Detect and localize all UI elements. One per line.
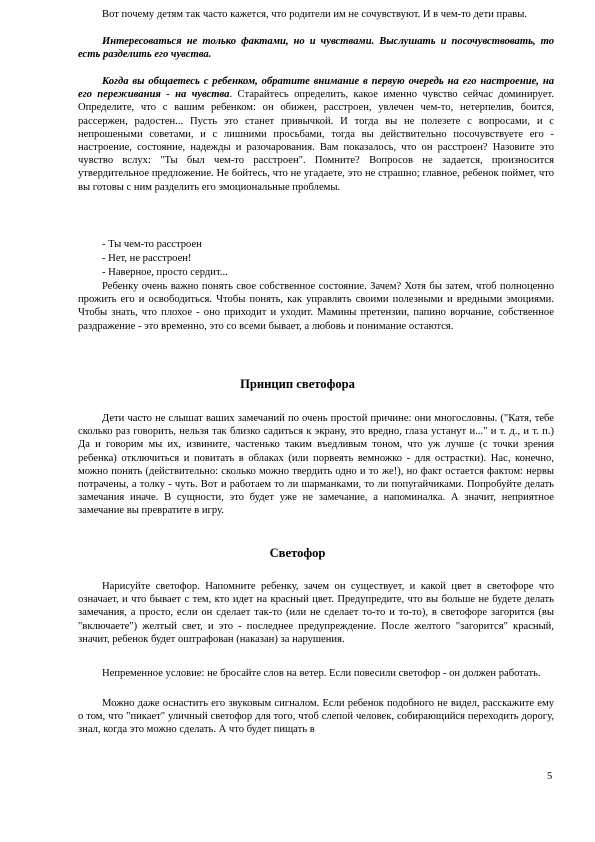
paragraph-intro: Вот почему детям так часто кажется, что родители им не сочувствуют. И в чем-то дети правы. xyxy=(102,9,527,20)
dialog-line-3: - Наверное, просто сердит... xyxy=(102,267,228,278)
paragraph-draw-light: Нарисуйте светофор. Напомните ребенку, зачем он существует, и какой цвет в светофоре что означает, и что бывает с тем, кто идет на красный цвет. Предупредите, что вы больше не будете делать замечания, а просто, если он сделает так-то (или не сделает то-то и то-то), в светофоре загорится (вы "включаете") желтый свет, и это - последнее предупреждение. После желтого "загорится" красный, значит, ребенок будет оштрафован (наказан) за нарушения. xyxy=(78,581,554,645)
paragraph-sound-signal: Можно даже оснастить его звуковым сигналом. Если ребенок подобного не видел, расскажите ему о том, что "пикает" уличный светофор для того, чтоб слепой человек, собирающийся переходить дорогу, знал, когда это можно сделать. А что будет пищать в xyxy=(78,698,554,736)
paragraph-child-state: Ребенку очень важно понять свое собственное состояние. Зачем? Хотя бы затем, чтоб полноценно прожить его и освободиться. Чтобы понять, как управлять своими полезными и вредными эмоциями. Чтобы знать, что плохое - оно приходит и уходит. Мамины претензии, папино ворчание, собственное раздражение - это временно, это со всеми бывает, а любовь и понимание остаются. xyxy=(78,281,554,332)
paragraph-feelings-text: . Старайтесь определить, какое именно чувство сейчас доминирует. Определите, что с вашим ребенком: он обижен, расстроен, увлечен чем-то, нетерпелив, боится, рассержен, радостен... Пусть это станет привычкой. И тогда вы не полезете с вопросами, и с непрошеными советами, и с лишними просьбами, тогда вы действительно посочувствуете его - настроение, состояние, надежды и разочарования. Вам показалось, что он расстроен? Назовите это чувство вслух: "Ты был чем-то расстроен". Помните? Вопросов не задается, произносится утвердительное предложение. Не бойтесь, что не угадаете, это не страшно; главное, ребенок поймет, что вы готовы с ним разделить его эмоциональные проблемы. xyxy=(78,89,554,193)
section-heading-svetofor: Светофор xyxy=(269,546,326,560)
section-heading-principle: Принцип светофора xyxy=(240,377,355,391)
paragraph-principle-statement: Интересоваться не только фактами, но и чувствами. Выслушать и посочувствовать, то есть разделить его чувства. xyxy=(78,36,554,61)
page-number: 5 xyxy=(547,771,553,782)
paragraph-remarks: Дети часто не слышат ваших замечаний по очень простой причине: они многословны. ("Катя, тебе сколько раз говорить, нельзя так близко садиться к экрану, это вредно, глаза устанут и..." и т. д., и т. п.) Да и говорим мы их, извините, частенько таким въедливым тоном, что уж лучше (с точки зрения ребенка) отключиться и повитать в облаках (или порвеять вемножко - для острастки). Нас, конечно, можно понять (действительно: сколько можно твердить одно и то же!), но факт остается фактом: нервы потрачены, а толку - чуть. Вот и работаем то ли шарманками, то ли попугайчиками. Попробуйте делать замечания иначе. В сущности, это будет уже не замечание, а напоминалка. А значит, неприятное замечание вы превратите в игру. xyxy=(78,413,554,517)
emphasis-text: Когда вы общаетесь с ребенком, обратите внимание в первую очередь на его настроение, на его переживания - на чувства xyxy=(78,76,554,101)
paragraph-feelings xyxy=(78,75,554,194)
dialog-line-1: - Ты чем-то расстроен xyxy=(102,239,202,250)
paragraph-condition: Непременное условие: не бросайте слов на ветер. Если повесили светофор - он должен работать. xyxy=(102,668,541,679)
dialog-line-2: - Нет, не расстроен! xyxy=(102,253,192,264)
